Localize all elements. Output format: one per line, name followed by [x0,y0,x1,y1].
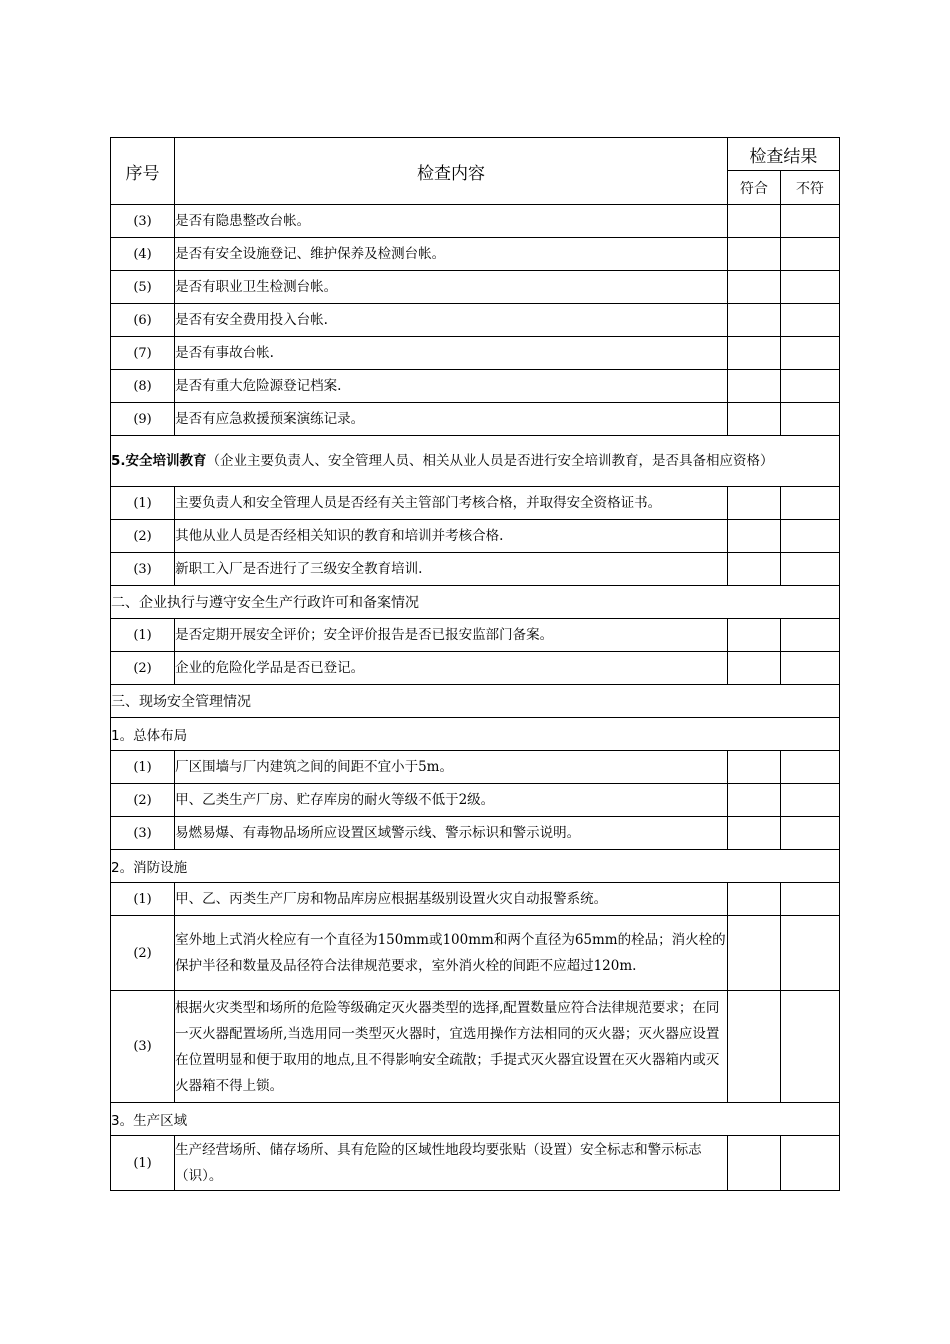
nonconform-cell [780,487,839,520]
table-row [111,271,840,304]
nonconform-cell [780,883,839,916]
section-header-row [111,685,840,718]
nonconform-cell [780,238,839,271]
conform-cell [727,883,780,916]
header-conform: 符合 [727,171,780,205]
table-row [111,751,840,784]
row-content: 易燃易爆、有毒物品场所应设置区域警示线、警示标识和警示说明。 [175,817,728,850]
row-content: 生产经营场所、储存场所、具有危险的区域性地段均要张贴（设置）安全标志和警示标志（识）。 [175,1136,728,1191]
nonconform-cell [780,1136,839,1191]
nonconform-cell [780,520,839,553]
row-number: (3) [111,205,175,238]
conform-cell [727,370,780,403]
safety-checklist-table [110,137,840,1191]
conform-cell [727,916,780,991]
nonconform-cell [780,991,839,1103]
header-seq: 序号 [111,138,175,205]
row-content-cell [175,487,728,520]
table-row [111,304,840,337]
row-content: 甲、乙类生产厂房、贮存库房的耐火等级不低于2级。 [175,784,728,817]
conform-cell [727,304,780,337]
conform-cell [727,487,780,520]
conform-cell [727,403,780,436]
header-content: 检查内容 [175,138,728,205]
nonconform-cell [780,403,839,436]
nonconform-cell [780,751,839,784]
table-row [111,619,840,652]
training-section-heading [111,436,840,487]
table-row [111,487,840,520]
nonconform-cell [780,619,839,652]
row-number: (1) [111,487,175,520]
table-row [111,784,840,817]
training-section-desc: （企业主要负责人、安全管理人员、相关从业人员是否进行安全培训教育，是否具备相应资格） [206,452,774,469]
row-content: 是否有隐患整改台帐。 [175,205,728,238]
row-content: 其他从业人员是否经相关知识的教育和培训并考核合格. [175,520,728,553]
conform-cell [727,553,780,586]
table-row [111,553,840,586]
subsection-title: 2。消防设施 [111,850,840,883]
conform-cell [727,784,780,817]
section-header-row [111,436,840,487]
header-row [111,138,840,171]
row-number: (1) [111,883,175,916]
row-content: 是否有重大危险源登记档案. [175,370,728,403]
row-content: 室外地上式消火栓应有一个直径为150mm或100mm和两个直径为65mm的栓品；消火栓的保护半径和数量及品径符合法律规范要求，室外消火栓的间距不应超过120m. [175,916,728,991]
row-number: (2) [111,652,175,685]
conform-cell [727,337,780,370]
conform-cell [727,271,780,304]
table-row [111,205,840,238]
training-section-title: 5.安全培训教育 [111,452,207,469]
table-row [111,1136,840,1191]
row-number: (1) [111,619,175,652]
row-number: (3) [111,991,175,1103]
nonconform-cell [780,304,839,337]
nonconform-cell [780,205,839,238]
header-result: 检查结果 [727,138,839,171]
nonconform-cell [780,817,839,850]
row-content: 是否有职业卫生检测台帐。 [175,271,728,304]
row-number: (9) [111,403,175,436]
conform-cell [727,238,780,271]
row-number: (2) [111,784,175,817]
subsection-title: 3。生产区域 [111,1103,840,1136]
row-number: (5) [111,271,175,304]
row-number: (2) [111,916,175,991]
table-row [111,991,840,1103]
row-content: 厂区围墙与厂内建筑之间的间距不宜小于5m。 [175,751,728,784]
table-row [111,916,840,991]
row-number: (3) [111,553,175,586]
header-nonconform: 不符 [780,171,839,205]
section-title: 二、企业执行与遵守安全生产行政许可和备案情况 [111,586,840,619]
conform-cell [727,751,780,784]
row-content: 根据火灾类型和场所的危险等级确定灭火器类型的选择,配置数量应符合法律规范要求；在同一灭火器配置场所,当选用同一类型灭火器时，宜选用操作方法相同的灭火器；灭火器应设置在位置明显和便于取用的地点,且不得影响安全疏散；手提式灭火器宜设置在灭火器箱内或灭火器箱不得上锁。 [175,991,728,1103]
row-content: 是否有安全费用投入台帐. [175,304,728,337]
subsection-header-row [111,850,840,883]
row-number: (6) [111,304,175,337]
nonconform-cell [780,652,839,685]
row-content: 新职工入厂是否进行了三级安全教育培训. [175,553,728,586]
table-row [111,883,840,916]
nonconform-cell [780,337,839,370]
row-content: 是否有应急救援预案演练记录。 [175,403,728,436]
row-content: 是否有安全设施登记、维护保养及检测台帐。 [175,238,728,271]
subsection-header-row [111,718,840,751]
nonconform-cell [780,916,839,991]
subsection-title: 1。总体布局 [111,718,840,751]
table-row [111,370,840,403]
row-number: (4) [111,238,175,271]
table-row [111,238,840,271]
table-row [111,652,840,685]
conform-cell [727,991,780,1103]
row-number: (1) [111,1136,175,1191]
table-row [111,337,840,370]
row-content: 甲、乙、丙类生产厂房和物品库房应根据基级别设置火灾自动报警系统。 [175,883,728,916]
nonconform-cell [780,370,839,403]
row-content: 是否有事故台帐. [175,337,728,370]
conform-cell [727,619,780,652]
row-number: (8) [111,370,175,403]
conform-cell [727,817,780,850]
nonconform-cell [780,553,839,586]
nonconform-cell [780,784,839,817]
row-number: (1) [111,751,175,784]
table-row [111,403,840,436]
row-number: (7) [111,337,175,370]
row-content: 是否定期开展安全评价；安全评价报告是否已报安监部门备案。 [175,619,728,652]
conform-cell [727,652,780,685]
table-row [111,520,840,553]
row-content: 企业的危险化学品是否已登记。 [175,652,728,685]
table-row [111,817,840,850]
section-title: 三、现场安全管理情况 [111,685,840,718]
conform-cell [727,205,780,238]
section-header-row [111,586,840,619]
row-content: 主要负责人和安全管理人员是否经有关主管部门考核合格，并取得安全资格证书。 [175,495,662,511]
nonconform-cell [780,271,839,304]
row-number: (2) [111,520,175,553]
subsection-header-row [111,1103,840,1136]
row-number: (3) [111,817,175,850]
conform-cell [727,520,780,553]
conform-cell [727,1136,780,1191]
